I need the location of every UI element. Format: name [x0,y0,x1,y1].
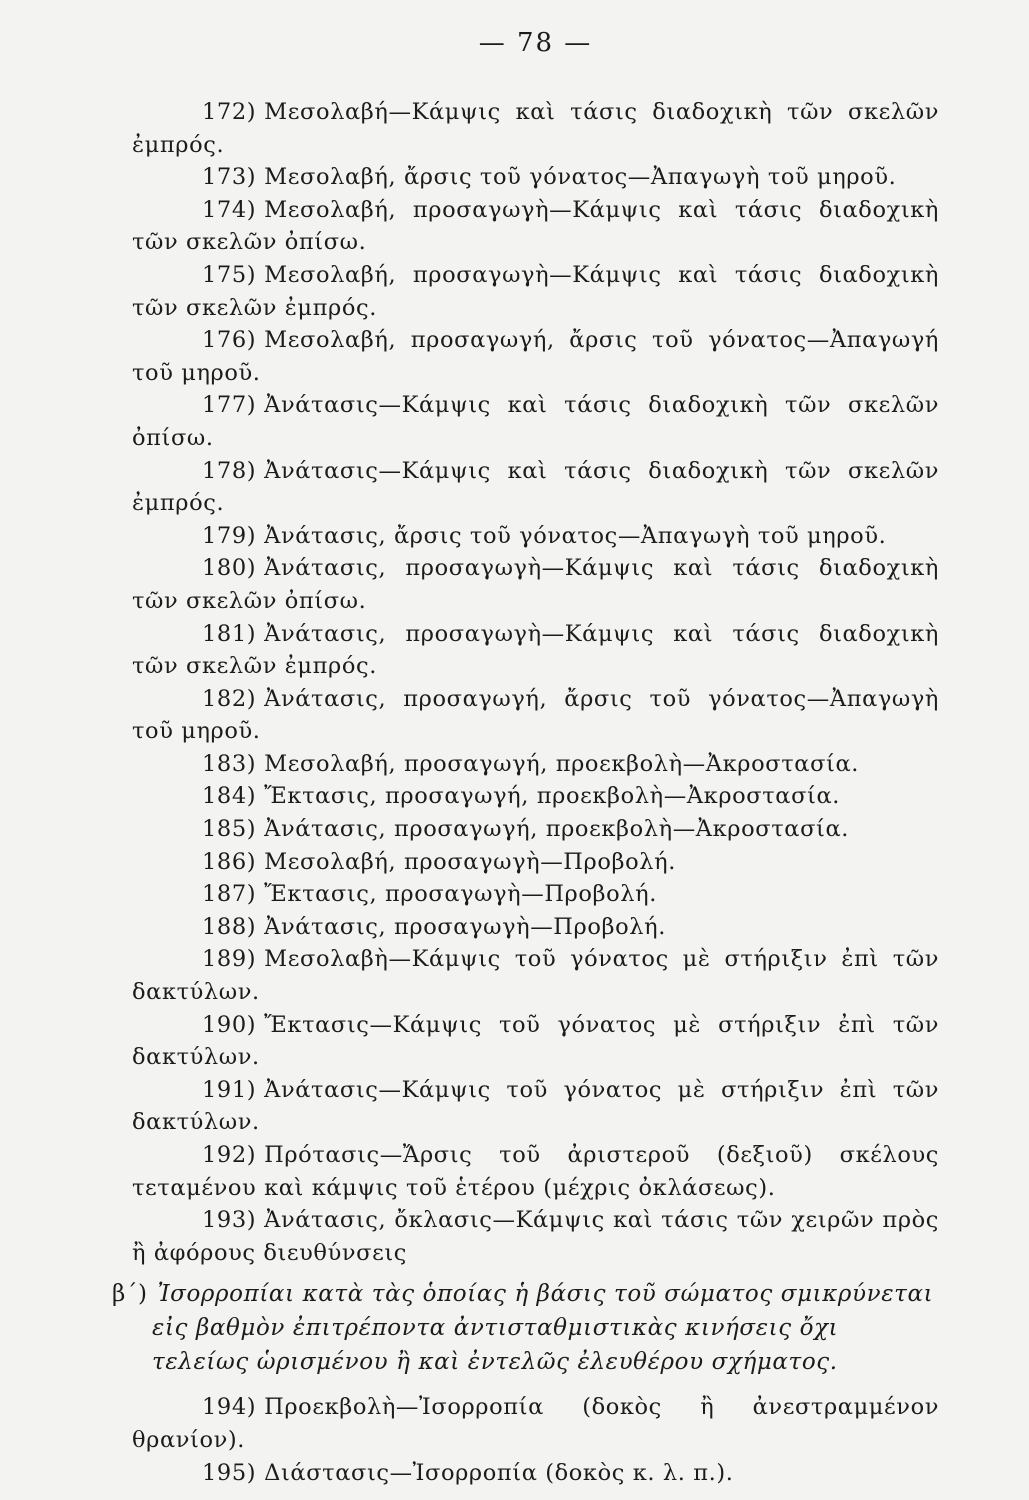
exercise-entry [132,194,939,259]
exercise-text: Ἀνάτασις—Κάμψις τοῦ γόνατος μὲ στήριξιν ἐπὶ τῶν δακτύλων. [132,1076,939,1136]
exercise-text: Μεσολαβή, προσαγωγή, ἄρσις τοῦ γόνατος—Ἀπαγωγή τοῦ μηροῦ. [132,327,939,386]
exercise-text: Ἀνάτασις, ὄκλασις—Κάμψις καὶ τάσις τῶν χειρῶν πρὸς ἢ ἀφόρους διευθύνσεις [132,1207,939,1266]
exercise-text: Μεσολαβὴ—Κάμψις τοῦ γόνατος μὲ στήριξιν ἐπὶ τῶν δακτύλων. [132,946,939,1006]
exercise-entry [132,455,939,520]
exercise-number: 181) [202,620,257,647]
exercise-text: Μεσολαβή, προσαγωγὴ—Προβολή. [264,848,676,875]
exercise-text: Ἀνάτασις, ἄρσις τοῦ γόνατος—Ἀπαγωγὴ τοῦ μηροῦ. [264,522,887,549]
section-mark: β΄) [112,1281,148,1308]
exercise-number: 179) [202,522,257,549]
exercise-text: Ἔκτασις—Κάμψις τοῦ γόνατος μὲ στήριξιν ἐπὶ τῶν δακτύλων. [132,1011,939,1071]
exercise-entry [132,259,939,324]
exercise-entry [132,780,939,813]
exercise-list-after [132,1391,939,1489]
exercise-entry [132,911,939,944]
exercise-list-before [132,96,939,1269]
exercise-text: Ἀνάτασις, προσαγωγὴ—Κάμψις καὶ τάσις διαδοχικὴ τῶν σκελῶν ὀπίσω. [132,555,939,614]
exercise-text: Πρότασις—Ἄρσις τοῦ ἀριστεροῦ (δεξιοῦ) σκέλους τεταμένου καὶ κάμψις τοῦ ἑτέρου (μέχρις ὀκλάσεως). [132,1142,939,1201]
exercise-number: 195) [202,1459,257,1486]
exercise-text: Μεσολαβή, προσαγωγὴ—Κάμψις καὶ τάσις διαδοχικὴ τῶν σκελῶν ὀπίσω. [132,196,939,256]
exercise-number: 185) [202,816,257,843]
exercise-entry [132,683,939,748]
exercise-entry [132,1074,939,1139]
exercise-number: 182) [202,685,257,712]
exercise-number: 194) [202,1394,257,1421]
exercise-number: 189) [202,946,257,973]
exercise-number: 173) [202,164,257,191]
exercise-text: Ἀνάτασις, προσαγωγή, προεκβολὴ—Ἀκροστασία. [264,816,850,843]
exercise-text: Μεσολαβή, ἄρσις τοῦ γόνατος—Ἀπαγωγὴ τοῦ μηροῦ. [264,164,897,191]
exercise-number: 184) [202,783,257,810]
exercise-entry [132,618,939,683]
exercise-number: 186) [202,848,257,875]
exercise-number: 177) [202,392,257,419]
exercise-list [112,96,939,1489]
exercise-entry [132,161,939,194]
exercise-text: Προεκβολὴ—Ἰσορροπία (δοκὸς ἢ ἀνεστραμμένον θρανίον). [132,1394,939,1453]
exercise-number: 193) [202,1207,257,1234]
exercise-text: Ἀνάτασις—Κάμψις καὶ τάσις διαδοχικὴ τῶν σκελῶν ἐμπρός. [132,457,939,517]
exercise-text: Ἔκτασις, προσαγωγὴ—Προβολή. [264,881,657,908]
exercise-entry [132,1457,939,1490]
exercise-text: Διάστασις—Ἰσορροπία (δοκὸς κ. λ. π.). [264,1459,734,1486]
exercise-number: 172) [202,99,257,125]
exercise-text: Ἀνάτασις—Κάμψις καὶ τάσις διαδοχικὴ τῶν σκελῶν ὀπίσω. [132,392,939,451]
exercise-number: 188) [202,913,257,940]
exercise-number: 174) [202,196,257,223]
exercise-entry [132,552,939,617]
exercise-entry [132,813,939,846]
exercise-entry [132,1391,939,1456]
exercise-entry [132,943,939,1008]
exercise-entry [132,1009,939,1074]
exercise-entry [132,96,939,161]
exercise-entry [132,748,939,781]
exercise-text: Ἀνάτασις, προσαγωγὴ—Προβολή. [264,913,666,940]
exercise-number: 187) [202,881,257,908]
exercise-number: 190) [202,1011,257,1038]
exercise-text: Μεσολαβή, προσαγωγὴ—Κάμψις καὶ τάσις διαδοχικὴ τῶν σκελῶν ἐμπρός. [132,261,939,321]
exercise-number: 180) [202,555,257,582]
exercise-entry [132,846,939,879]
exercise-entry [132,878,939,911]
exercise-entry [132,324,939,389]
exercise-text: Μεσολαβή, προσαγωγή, προεκβολὴ—Ἀκροστασία. [264,750,859,777]
exercise-entry [132,389,939,454]
exercise-entry [132,1139,939,1204]
exercise-text: Ἔκτασις, προσαγωγή, προεκβολὴ—Ἀκροστασία. [264,783,841,810]
exercise-number: 192) [202,1142,257,1168]
exercise-entry [132,1204,939,1269]
section-text: Ἰσορροπίαι κατὰ τὰς ὁποίας ἡ βάσις τοῦ σώματος σμικρύνεται εἰς βαθμὸν ἐπιτρέποντα ἀντισταθμιστικὰς κινήσεις ὄχι τελείως ὡρισμένου ἢ καὶ ἐντελῶς ἐλευθέρου σχήματος. [152,1281,934,1376]
exercise-text: Ἀνάτασις, προσαγωγή, ἄρσις τοῦ γόνατος—Ἀπαγωγὴ τοῦ μηροῦ. [132,685,939,745]
exercise-text: Ἀνάτασις, προσαγωγὴ—Κάμψις καὶ τάσις διαδοχικὴ τῶν σκελῶν ἐμπρός. [132,620,939,680]
exercise-number: 176) [202,327,257,354]
page-number: — 78 — [478,28,593,58]
exercise-number: 183) [202,750,257,777]
exercise-number: 191) [202,1076,257,1103]
exercise-text: Μεσολαβή—Κάμψις καὶ τάσις διαδοχικὴ τῶν σκελῶν ἐμπρός. [132,99,939,158]
exercise-number: 178) [202,457,257,484]
section-heading [112,1277,939,1379]
exercise-number: 175) [202,261,257,288]
exercise-entry [132,520,939,553]
